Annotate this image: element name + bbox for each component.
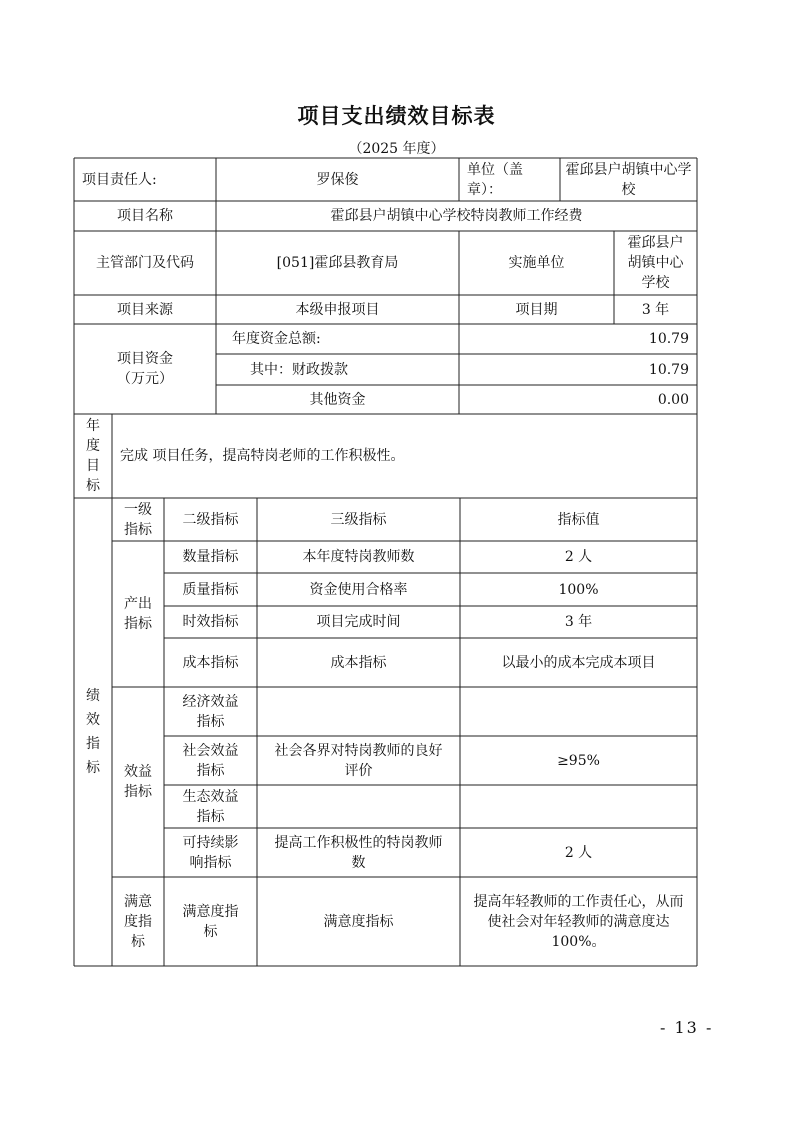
output-l3: 项目完成时间	[316, 614, 401, 630]
project-name-value: 霍邱县户胡镇中心学校特岗教师工作经费	[330, 208, 583, 224]
output-l2: 数量指标	[182, 549, 239, 565]
indicators-section-label: 绩效指标	[86, 688, 100, 776]
output-l3: 成本指标	[330, 654, 387, 671]
period-label: 项目期	[515, 301, 558, 318]
benefit-indicators-label: 效益指标	[124, 764, 152, 800]
page-number: - 13 -	[660, 1018, 714, 1037]
unit-label: 单位（盖章）：	[467, 161, 523, 198]
benefit-l2: 可持续影响指标	[182, 834, 239, 871]
header-value: 指标值	[557, 511, 600, 528]
benefit-value	[460, 687, 697, 736]
benefit-value: 2 人	[564, 844, 593, 861]
page-title: 项目支出绩效目标表	[297, 104, 496, 128]
other-funds-value: 0.00	[657, 391, 689, 408]
satisfaction-l2: 满意度指标	[182, 903, 239, 940]
output-indicators-label: 产出指标	[124, 596, 152, 632]
header-level3: 三级指标	[330, 511, 387, 528]
benefit-l2: 经济效益指标	[182, 693, 239, 730]
benefit-l3: 提高工作积极性的特岗教师数	[274, 834, 443, 871]
funds-label-line2: （万元）	[117, 371, 173, 387]
fiscal-year: （2025 年度）	[348, 141, 445, 157]
source-label: 项目来源	[117, 301, 173, 318]
annual-goal-value: 完成 项目任务，提高特岗老师的工作积极性。	[120, 448, 405, 464]
output-value: 100%	[558, 581, 599, 598]
funds-label	[74, 324, 216, 414]
satisfaction-l3: 满意度指标	[323, 913, 394, 930]
satisfaction-indicators-label: 满意度指标	[124, 893, 152, 950]
impl-unit-label: 实施单位	[508, 255, 565, 271]
period-value: 3 年	[641, 301, 670, 318]
project-name-label: 项目名称	[117, 208, 173, 224]
funds-label-line1: 项目资金	[117, 351, 173, 367]
unit-value: 霍邱县户胡镇中心学校	[565, 161, 692, 198]
header-level2: 二级指标	[182, 511, 239, 528]
benefit-l3	[257, 785, 460, 828]
impl-unit-value: 霍邱县户胡镇中心学校	[627, 235, 684, 291]
satisfaction-value: 提高年轻教师的工作责任心，从而使社会对年轻教师的满意度达 100%。	[473, 893, 684, 950]
output-l3: 本年度特岗教师数	[302, 549, 415, 565]
responsible-label: 项目责任人:	[82, 171, 157, 188]
output-value: 2 人	[564, 549, 593, 565]
output-l3: 资金使用合格率	[309, 581, 408, 598]
output-l2: 质量指标	[182, 581, 239, 598]
benefit-value: ≥95%	[557, 752, 600, 769]
benefit-value	[460, 785, 697, 828]
source-value: 本级申报项目	[295, 301, 380, 318]
benefit-l3: 社会各界对特岗教师的良好评价	[274, 742, 443, 779]
total-funds-value: 10.79	[648, 331, 689, 347]
fiscal-funds-value: 10.79	[648, 361, 689, 378]
output-value: 以最小的成本完成本项目	[501, 654, 656, 671]
output-l2: 时效指标	[182, 614, 239, 630]
benefit-l2: 生态效益指标	[182, 788, 239, 825]
other-funds-label: 其他资金	[309, 391, 366, 408]
benefit-l3	[257, 687, 460, 736]
benefit-l2: 社会效益指标	[182, 742, 239, 779]
output-value: 3 年	[564, 614, 593, 630]
output-l2: 成本指标	[182, 654, 239, 671]
total-funds-label: 年度资金总额:	[232, 331, 321, 347]
annual-goal-label: 年度目标	[86, 418, 100, 494]
responsible-value: 罗保俊	[316, 171, 359, 188]
dept-label: 主管部门及代码	[96, 255, 194, 271]
dept-value: [051]霍邱县教育局	[276, 255, 399, 271]
header-level1: 一级指标	[124, 501, 152, 538]
fiscal-funds-label: 其中：财政拨款	[250, 361, 348, 378]
